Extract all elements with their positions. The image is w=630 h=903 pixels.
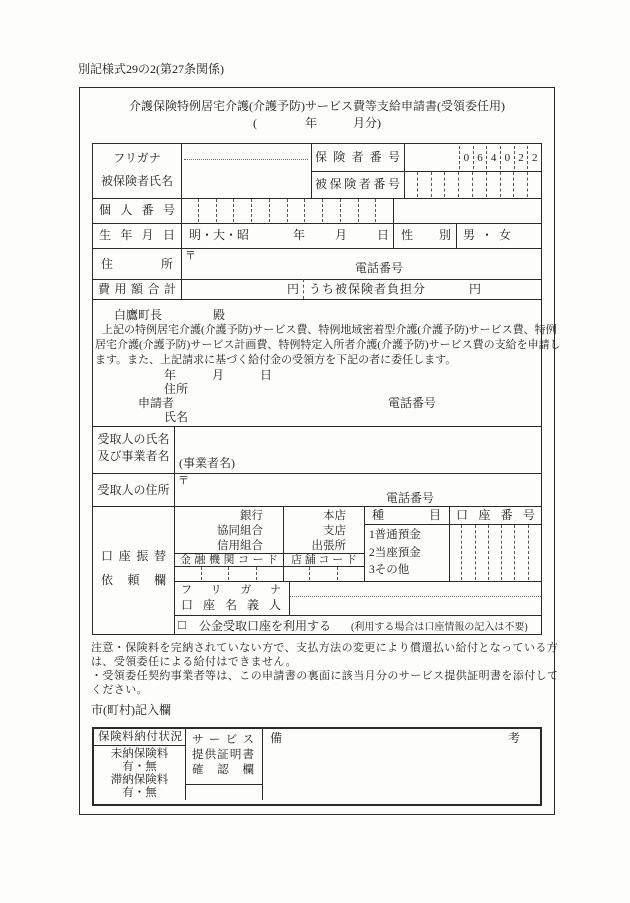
applicant-name-label: 氏名 [164, 410, 189, 424]
digit-cell: 2 [514, 146, 528, 169]
phone-label: 電話番号 [355, 261, 404, 275]
furigana-label: フリガナ [113, 151, 161, 165]
shop-code-label: 店 舗 コ ー ド [291, 554, 357, 566]
divider [93, 426, 541, 427]
birthdate-label: 生 年 月 日 [99, 228, 175, 242]
divider [93, 506, 541, 507]
account-section-label: 口 座 振 替 [101, 549, 166, 563]
sex-options: 男 ・ 女 [463, 228, 511, 242]
service-cert-label1: サ ー ビ ス [192, 734, 254, 746]
recipient-name-label: 受取人の氏名 [97, 432, 170, 446]
bank-type-option: 協同組合 [217, 525, 263, 537]
insured-number-cells [404, 172, 541, 197]
digit-cell [251, 199, 269, 222]
digit-cell [283, 567, 309, 580]
digit-cell [304, 199, 322, 222]
digit-cell [201, 567, 229, 580]
form-title: 介護保険特例居宅介護(介護予防)サービス費等支給申請書(受領委任用) [129, 99, 505, 113]
digit-cell [528, 525, 541, 580]
digit-cell: 4 [486, 146, 500, 169]
yen-label: 円 [469, 282, 482, 296]
branch-type-option: 支店 [323, 525, 346, 537]
note-line4: ください。 [91, 684, 148, 696]
unpaid-premium-label: 未納保険料 [110, 748, 169, 760]
holder-furigana-label: フ リ ガ ナ [181, 584, 281, 596]
digit-cell [198, 199, 216, 222]
digit-cell [256, 567, 284, 580]
account-type-option: 3その他 [369, 564, 410, 576]
applicant-label: 申請者 [138, 396, 175, 410]
yen-label: 円 [286, 282, 299, 296]
sex-label: 性 別 [401, 228, 451, 242]
bank-type-option: 銀行 [240, 510, 263, 522]
insured-number-label: 被 保 険 者 番 号 [315, 177, 400, 191]
form-title-period: ( 年 月分) [253, 116, 381, 130]
birth-year: 年 [293, 228, 306, 242]
branch-type-option: 出張所 [311, 540, 346, 552]
divider [93, 223, 541, 224]
total-cost-label: 費 用 額 合 計 [98, 282, 176, 296]
service-cert-label3: 確 認 欄 [192, 764, 254, 776]
public-account-label: 公金受取口座を利用する [199, 619, 332, 633]
digit-cell: 2 [527, 146, 541, 169]
honorific: 殿 [213, 308, 226, 322]
digit-cell [417, 172, 431, 197]
declaration-body-line2: 居宅介護(介護予防)サービス計画費、特例特定入所者介護(介護予防)サービス費の支給を申請し [95, 339, 561, 351]
digit-cell [458, 172, 472, 197]
digit-cell [233, 199, 251, 222]
municipal-entry-label: 市(町村)記入欄 [91, 703, 171, 717]
birth-month: 月 [335, 228, 348, 242]
account-type-option: 1普通預金 [369, 529, 421, 541]
digit-cell [500, 172, 514, 197]
holder-name-label: 口 座 名 義 人 [181, 598, 281, 612]
insured-burden-label: うち被保険者負担分 [309, 282, 427, 296]
digit-cell [322, 199, 340, 222]
declaration-date: 年 月 日 [164, 368, 273, 382]
personal-number-cells [181, 199, 393, 222]
furigana-rule [184, 159, 308, 160]
digit-cell [228, 567, 256, 580]
digit-cell [527, 172, 541, 197]
divider [174, 581, 541, 582]
digit-cell [513, 172, 527, 197]
divider [303, 279, 304, 299]
digit-cell [340, 199, 358, 222]
postal-mark-icon: 〒 [185, 250, 196, 262]
digit-cell [216, 199, 234, 222]
divider [456, 223, 457, 248]
divider [289, 581, 290, 615]
recipient-phone-label: 電話番号 [386, 491, 435, 505]
digit-cell [404, 172, 417, 197]
shop-code-cells [283, 567, 364, 580]
account-type-label: 種 目 [372, 508, 441, 522]
branch-type-option: 本店 [323, 510, 346, 522]
digit-cell [514, 525, 527, 580]
applicant-address-label: 住所 [164, 382, 189, 396]
account-type-option: 2当座預金 [369, 547, 421, 559]
account-number-label: 口 座 番 号 [456, 508, 535, 522]
digit-cell [375, 199, 393, 222]
applicant-phone-label: 電話番号 [388, 396, 437, 410]
digit-cell [181, 199, 198, 222]
account-section-label2: 依 頼 欄 [101, 573, 166, 587]
public-account-note: (利用する場合は口座情報の記入は不要) [351, 622, 528, 633]
recipient-name-label2: 及び事業者名 [97, 449, 170, 463]
remarks-label: 備 考 [270, 731, 520, 745]
personal-number-label: 個 人 番 号 [99, 203, 175, 217]
arrears-premium-options: 有・無 [122, 787, 157, 799]
digit-cell [431, 172, 445, 197]
divider [93, 248, 541, 249]
divider [94, 745, 185, 746]
digit-cell [449, 525, 461, 580]
account-number-cells [449, 525, 541, 580]
divider [185, 729, 186, 800]
divider [262, 729, 263, 800]
birth-day: 日 [377, 228, 390, 242]
divider [93, 299, 541, 300]
business-name-note: (事業者名) [179, 456, 235, 470]
digit-cell [444, 172, 458, 197]
form-code: 別記様式29の2(第27条関係) [78, 62, 224, 76]
recipient-address-label: 受取人の住所 [97, 483, 170, 497]
divider [364, 506, 365, 581]
digit-cell [501, 525, 514, 580]
service-cert-label2: 提 供 証 明 書 [192, 749, 254, 761]
office-use-table [92, 727, 542, 806]
digit-cell: 0 [459, 146, 473, 169]
divider [185, 784, 262, 785]
main-block [92, 143, 561, 635]
holder-furigana-rule [290, 596, 541, 597]
arrears-premium-label: 滞納保険料 [110, 774, 169, 786]
bank-code-cells [174, 567, 283, 580]
digit-cell: 0 [500, 146, 514, 169]
birth-era: 明・大・昭 [189, 228, 250, 242]
postal-mark-icon: 〒 [178, 475, 189, 487]
note-line3: ・受領委任契約事業者等は、この申請書の裏面に該当月分のサービス提供証明書を添付して [91, 670, 559, 682]
divider [174, 615, 541, 616]
addressee: 白鷹町長 [114, 308, 163, 322]
digit-cell [287, 199, 305, 222]
bank-code-label: 金 融 機 関 コ ー ド [180, 554, 278, 566]
digit-cell [475, 525, 488, 580]
digit-cell [358, 199, 376, 222]
insurer-number-cells [459, 146, 541, 169]
address-label: 住 所 [101, 257, 173, 271]
divider [393, 198, 394, 248]
declaration-body-line3: ます。また、上記請求に基づく給付金の受領方を下記の者に委任します。 [95, 354, 457, 366]
premium-status-label: 保 険 料 納 付 状 況 [98, 731, 182, 743]
insured-name-label: 被保険者氏名 [100, 174, 173, 188]
digit-cell [269, 199, 287, 222]
note-line1: 注意・保険料を完納されていない方で、支払方法の変更により償還払い給付となっている方 [91, 642, 559, 654]
digit-cell [309, 567, 336, 580]
divider [93, 473, 541, 474]
checkbox-icon: □ [178, 617, 186, 632]
insurer-number-label: 保 険 者 番 号 [315, 150, 400, 164]
digit-cell [472, 172, 486, 197]
bank-type-option: 信用組合 [217, 540, 263, 552]
divider [93, 279, 541, 280]
digit-cell [174, 567, 201, 580]
digit-cell: 6 [473, 146, 487, 169]
unpaid-premium-options: 有・無 [122, 761, 157, 773]
digit-cell [337, 567, 364, 580]
digit-cell [461, 525, 474, 580]
note-line2: は、受領委任による給付はできません。 [91, 656, 297, 668]
digit-cell [488, 525, 501, 580]
declaration-body-line1: 上記の特例居宅介護(介護予防)サービス費、特例地域密着型介護(介護予防)サービス費、特例 [102, 324, 557, 336]
digit-cell [486, 172, 500, 197]
